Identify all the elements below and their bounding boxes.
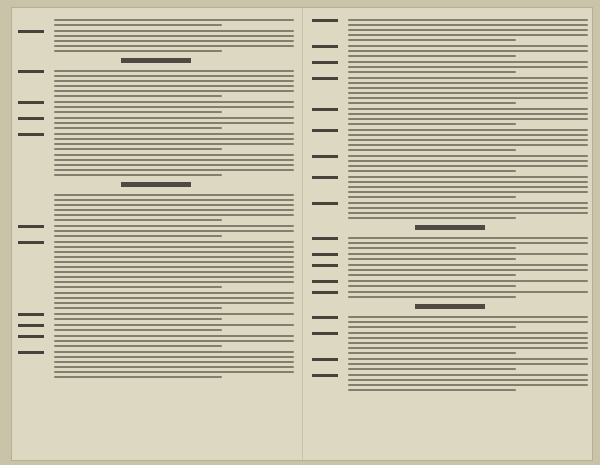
entry-date xyxy=(312,18,348,41)
chronicle-entry xyxy=(18,29,294,52)
entry-text xyxy=(348,373,588,391)
entry-text xyxy=(348,290,588,298)
chronicle-entry xyxy=(18,193,294,221)
entry-date xyxy=(312,279,348,287)
entry-text xyxy=(54,153,294,176)
chronicle-entry xyxy=(18,240,294,288)
entry-text xyxy=(348,357,588,370)
entry-date xyxy=(18,350,54,378)
entry-date xyxy=(312,76,348,104)
entry-text xyxy=(348,236,588,249)
entry-text xyxy=(54,29,294,52)
entry-date xyxy=(18,240,54,288)
entry-text xyxy=(54,323,294,331)
entry-date xyxy=(312,107,348,125)
entry-date xyxy=(18,29,54,52)
section-heading xyxy=(312,304,588,309)
chronicle-entry xyxy=(312,18,588,41)
entry-date xyxy=(18,100,54,113)
chronicle-entry xyxy=(312,263,588,276)
chronicle-entry xyxy=(312,44,588,57)
column-gutter xyxy=(302,8,303,460)
chronicle-entry xyxy=(18,334,294,347)
entry-text xyxy=(54,334,294,347)
entry-date xyxy=(312,44,348,57)
entry-text xyxy=(54,240,294,288)
chronicle-entry xyxy=(18,224,294,237)
section-heading xyxy=(18,58,294,63)
entry-text xyxy=(54,18,294,26)
entry-date xyxy=(312,60,348,73)
entry-text xyxy=(54,100,294,113)
entry-date xyxy=(312,373,348,391)
entry-date xyxy=(18,69,54,97)
chronicle-entry xyxy=(18,153,294,176)
chronicle-entry xyxy=(312,128,588,151)
entry-date xyxy=(18,312,54,320)
chronicle-entry xyxy=(312,76,588,104)
entry-text xyxy=(348,18,588,41)
section-heading xyxy=(18,182,294,187)
entry-text xyxy=(54,312,294,320)
entry-text xyxy=(348,76,588,104)
section-heading xyxy=(312,225,588,230)
chronicle-entry xyxy=(312,252,588,260)
entry-date xyxy=(312,175,348,198)
chronicle-entry xyxy=(18,350,294,378)
entry-text xyxy=(348,315,588,328)
entry-text xyxy=(348,154,588,172)
entry-text xyxy=(348,107,588,125)
chronicle-entry xyxy=(18,116,294,129)
entry-text xyxy=(54,350,294,378)
entry-text xyxy=(348,263,588,276)
entry-text xyxy=(348,60,588,73)
entry-text xyxy=(348,279,588,287)
entry-text xyxy=(348,175,588,198)
entry-date xyxy=(312,252,348,260)
chronicle-entry xyxy=(18,18,294,26)
entry-date xyxy=(18,334,54,347)
entry-text xyxy=(54,116,294,129)
entry-text xyxy=(348,128,588,151)
entry-date xyxy=(18,323,54,331)
entry-text xyxy=(54,193,294,221)
entry-date xyxy=(18,116,54,129)
entry-date xyxy=(312,236,348,249)
chronicle-entry xyxy=(18,291,294,309)
entry-text xyxy=(348,252,588,260)
entry-date xyxy=(312,201,348,219)
entry-text xyxy=(348,44,588,57)
entry-date xyxy=(312,128,348,151)
chronicle-entry xyxy=(18,323,294,331)
chronicle-entry xyxy=(18,100,294,113)
entry-date xyxy=(312,290,348,298)
entry-date xyxy=(18,224,54,237)
entry-text xyxy=(54,69,294,97)
entry-date xyxy=(312,154,348,172)
chronicle-entry xyxy=(312,290,588,298)
chronicle-entry xyxy=(312,154,588,172)
chronicle-entry xyxy=(312,315,588,328)
chronicle-entry xyxy=(18,312,294,320)
entry-date xyxy=(312,315,348,328)
chronicle-entry xyxy=(312,60,588,73)
chronicle-entry xyxy=(312,107,588,125)
entry-text xyxy=(54,132,294,150)
chronicle-entry xyxy=(312,373,588,391)
chronicle-entry xyxy=(312,236,588,249)
entry-date xyxy=(18,132,54,150)
entry-text xyxy=(348,331,588,354)
chronicle-entry xyxy=(312,331,588,354)
right-column xyxy=(312,18,588,394)
chronicle-entry xyxy=(312,201,588,219)
entry-date xyxy=(312,331,348,354)
document-page xyxy=(12,8,592,460)
chronicle-entry xyxy=(18,69,294,97)
entry-text xyxy=(54,291,294,309)
chronicle-entry xyxy=(312,175,588,198)
entry-date xyxy=(312,263,348,276)
entry-date xyxy=(312,357,348,370)
entry-text xyxy=(54,224,294,237)
entry-text xyxy=(348,201,588,219)
left-column xyxy=(18,18,294,381)
chronicle-entry xyxy=(312,357,588,370)
chronicle-entry xyxy=(18,132,294,150)
chronicle-entry xyxy=(312,279,588,287)
